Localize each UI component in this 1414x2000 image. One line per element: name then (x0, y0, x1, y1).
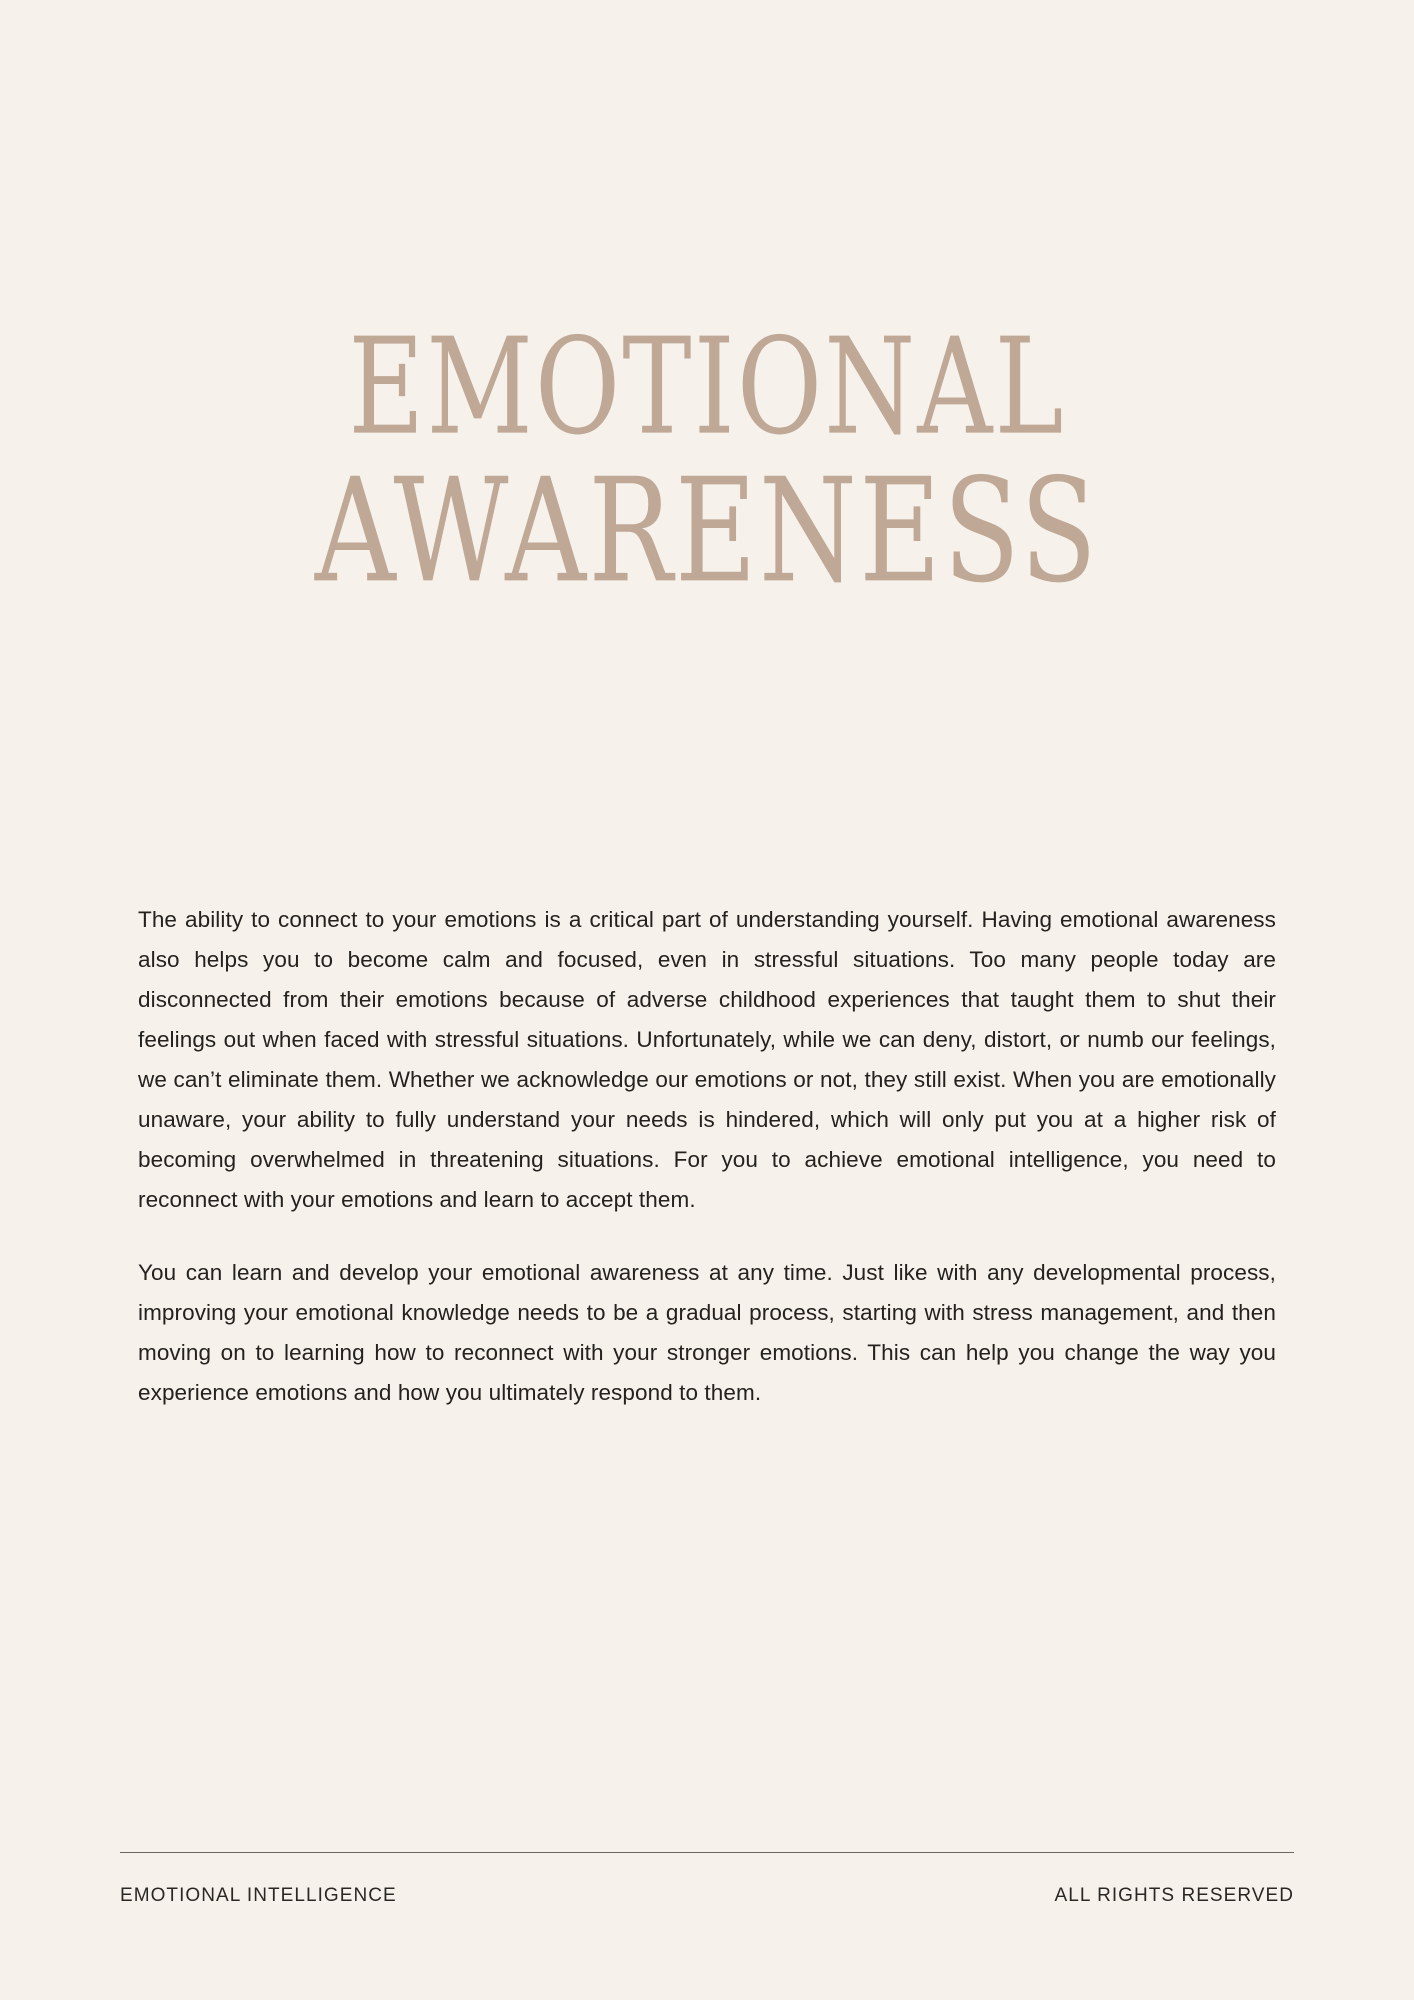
title-line-one: EMOTIONAL (348, 308, 1066, 465)
page-title (0, 308, 1414, 615)
footer-right-label: ALL RIGHTS RESERVED (1054, 1885, 1294, 1906)
page-footer (120, 1885, 1294, 1907)
title-line-two: AWARENESS (314, 448, 1100, 615)
footer-left-label: EMOTIONAL INTELLIGENCE (120, 1885, 397, 1906)
paragraph-2: You can learn and develop your emotional awareness at any time. Just like with any developmental process, improving your emotional knowledge needs to be a gradual process, starting with stress management, and then moving on to learning how to reconnect with your stronger emotions. This can help you change the way you experience emotions and how you ultimately respond to them. (138, 1260, 1276, 1405)
paragraph-1: The ability to connect to your emotions is a critical part of understanding yourself. Having emotional awareness also helps you to become calm and focused, even in stressful situations. Too many people today are disconnected from their emotions because of adverse childhood experiences that taught them to shut their feelings out when faced with stressful situations. Unfortunately, while we can deny, distort, or numb our feelings, we can’t eliminate them. Whether we acknowledge our emotions or not, they still exist. When you are emotionally unaware, your ability to fully understand your needs is hindered, which will only put you at a higher risk of becoming overwhelmed in threatening situations. For you to achieve emotional intelligence, you need to reconnect with your emotions and learn to accept them. (138, 907, 1276, 1212)
body-text (138, 900, 1276, 1413)
footer-divider (120, 1852, 1294, 1853)
